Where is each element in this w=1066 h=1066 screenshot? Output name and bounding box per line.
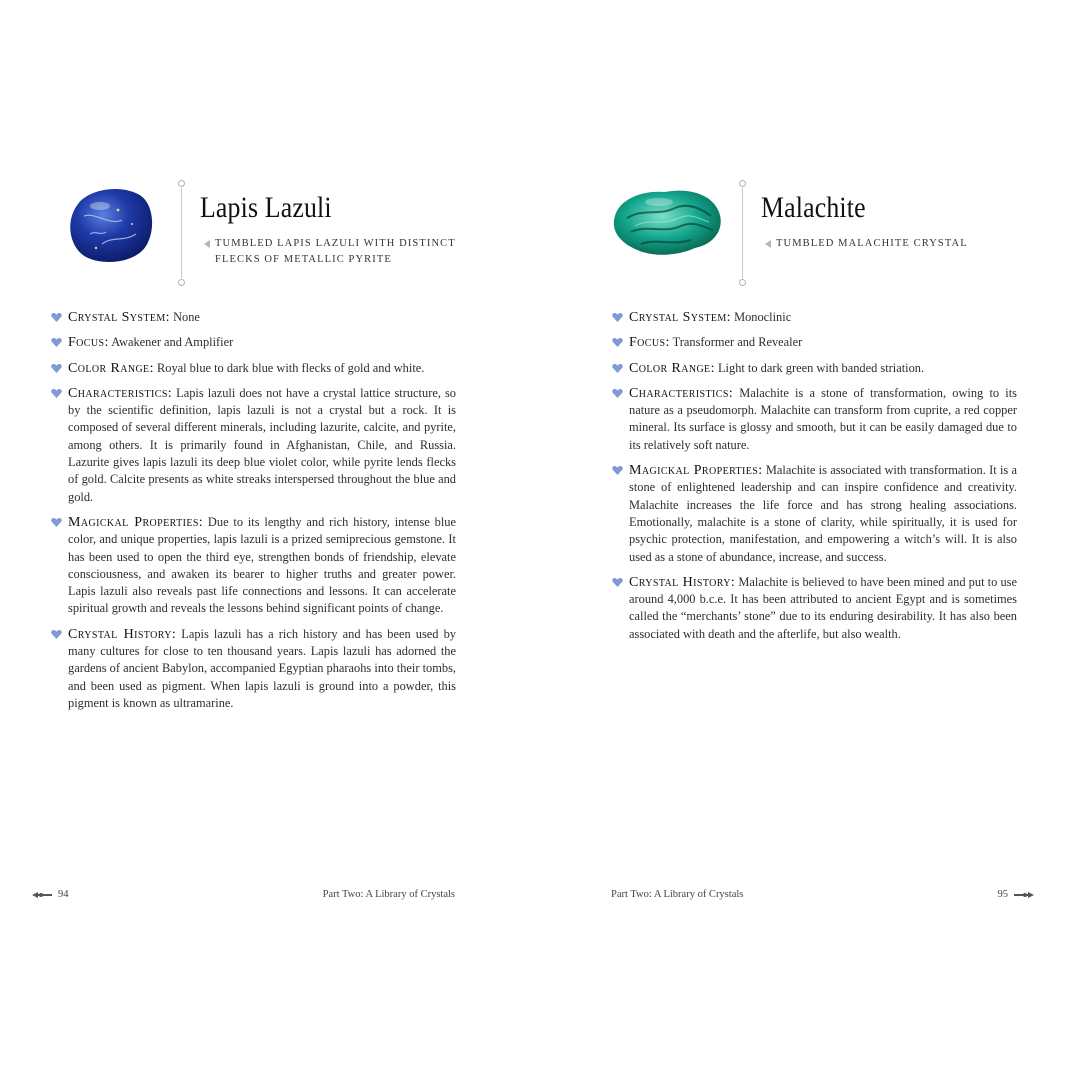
heart-bullet-icon: [612, 338, 623, 347]
caption-text: TUMBLED MALACHITE CRYSTAL: [776, 238, 968, 249]
property-label: Crystal System:: [629, 310, 731, 325]
property-label: Crystal System:: [68, 310, 170, 325]
heart-bullet-icon: [612, 389, 623, 398]
property-list: [611, 309, 1017, 651]
property-text: Royal blue to dark blue with flecks of gold and white.: [156, 360, 425, 375]
property-label: Color Range:: [68, 360, 154, 376]
ornament-icon: [1014, 891, 1034, 899]
heart-bullet-icon: [612, 578, 623, 587]
caption-pointer-icon: [204, 240, 210, 248]
page-number-footer: [32, 889, 69, 900]
heart-bullet-icon: [612, 466, 623, 475]
property-text: Transformer and Revealer: [672, 335, 803, 350]
property-text: Lapis lazuli does not have a crystal lattice structure, so by the scientific definition, lapis lazuli is not a crystal but a rock. It is composed of several different minerals, including lazurite, calcite, and pyrite, among others. It is primarily found in Afghanistan, Chile, and Russia. Lazurite gives lapis lazuli its deep blue violet color, while pyrite lends flecks of gold. Calcite presents as white streaks interspersed throughout the blue and gold.: [68, 385, 457, 504]
property-list: [50, 309, 456, 720]
crystal-title: Lapis Lazuli: [200, 191, 332, 224]
property-item: [50, 309, 456, 326]
header-divider: [739, 180, 745, 286]
property-text: Awakener and Amplifier: [111, 335, 234, 350]
property-item: [611, 309, 1017, 326]
property-item: [611, 334, 1017, 351]
property-item: [50, 514, 456, 618]
heart-bullet-icon: [51, 313, 62, 322]
page-number-footer: [998, 889, 1035, 900]
heart-bullet-icon: [51, 630, 62, 639]
property-text: Malachite is associated with transformation. It is a stone of enlightened leadership and can inspire confidence and creativity. Malachite increases the life force and has strong healing associations. Emotionally, malachite is a stone of clarity, while spiritually, it is used for psychic protection, manifestation, and empowering a witch’s will. It is also used as a stone of abundance, increase, and success.: [629, 463, 1018, 564]
property-text: Lapis lazuli has a rich history and has been used by many cultures for close to ten thousand years. Lapis lazuli has adorned the gardens of ancient Babylon, accompanied Egyptian pharaohs into their tombs, and been used as pigment. When lapis lazuli is ground into a powder, this pigment is known as ultramarine.: [68, 626, 456, 710]
image-caption: [204, 236, 484, 268]
heart-bullet-icon: [612, 364, 623, 373]
property-label: Focus:: [68, 335, 109, 351]
heart-bullet-icon: [51, 389, 62, 398]
page-number: 94: [58, 889, 69, 900]
property-label: Focus:: [629, 335, 670, 351]
lapis-lazuli-stone-image: [66, 186, 156, 266]
header-divider: [178, 180, 184, 286]
property-text: Light to dark green with banded striation.: [717, 360, 925, 375]
property-item: [611, 385, 1017, 454]
malachite-stone-image: [611, 186, 723, 258]
heart-bullet-icon: [51, 364, 62, 373]
heart-bullet-icon: [612, 313, 623, 322]
property-item: [611, 360, 1017, 377]
property-item: [50, 334, 456, 351]
property-item: [50, 360, 456, 377]
right-page: [533, 0, 1066, 1066]
property-item: [611, 574, 1017, 643]
property-text: None: [173, 310, 200, 324]
property-label: Magickal Properties:: [68, 514, 204, 530]
property-text: Monoclinic: [734, 310, 792, 324]
crystal-title: Malachite: [761, 191, 866, 224]
running-head: Part Two: A Library of Crystals: [611, 889, 744, 900]
property-text: Malachite is believed to have been mined and put to use around 4,000 b.c.e. It has been attributed to ancient Egypt and is sometimes called the “merchants’ stone” due to its enduring desirability. It has also been associated with death and the afterlife, but also wealth.: [629, 574, 1017, 641]
page-number: 95: [997, 889, 1008, 900]
image-caption: [765, 236, 1045, 252]
property-label: Crystal History:: [68, 626, 177, 642]
property-text: Due to its lengthy and rich history, intense blue color, and unique properties, lapis lazuli is a prized semiprecious gemstone. It has been used to open the third eye, strengthen bonds of friendship, elevate consciousness, and awaken its bearer to higher truths and greater power. Lapis lazuli also reveals past life connections and lessons. It can accelerate spiritual growth and reveals the lessons behind significant points of change.: [68, 514, 456, 616]
property-text: Malachite is a stone of transformation, owing to its nature as a pseudomorph. Malachite can transform from cuprite, a red copper mineral. Its surface is glossy and smooth, but it can be easily damaged due to its relatively soft nature.: [629, 385, 1017, 452]
running-head: Part Two: A Library of Crystals: [322, 889, 455, 900]
property-label: Characteristics:: [68, 385, 173, 401]
property-label: Magickal Properties:: [629, 463, 763, 479]
property-label: Characteristics:: [629, 385, 734, 401]
caption-text: TUMBLED LAPIS LAZULI WITH DISTINCT FLECKS OF METALLIC PYRITE: [215, 238, 456, 265]
property-label: Color Range:: [629, 360, 715, 376]
property-item: [611, 462, 1017, 566]
property-item: [50, 626, 456, 712]
caption-pointer-icon: [765, 240, 771, 248]
property-item: [50, 385, 456, 506]
heart-bullet-icon: [51, 518, 62, 527]
ornament-icon: [32, 891, 52, 899]
heart-bullet-icon: [51, 338, 62, 347]
property-label: Crystal History:: [629, 574, 736, 590]
